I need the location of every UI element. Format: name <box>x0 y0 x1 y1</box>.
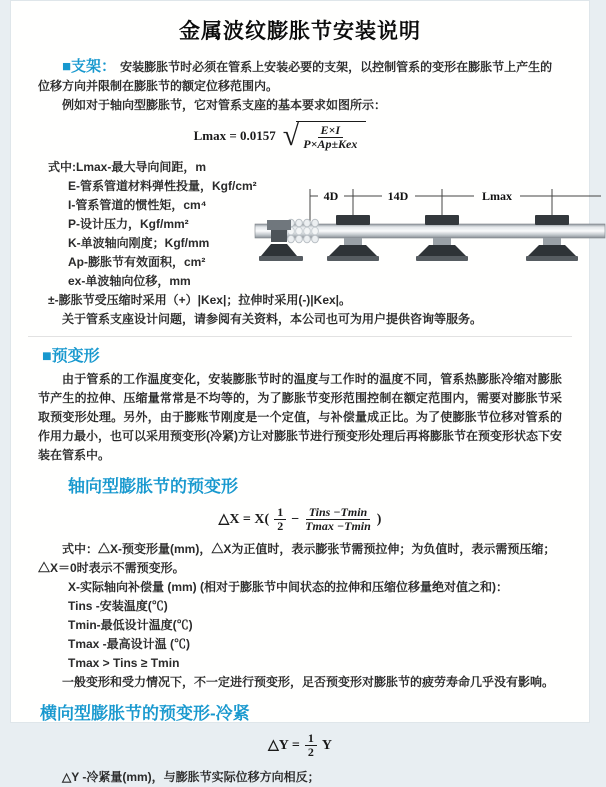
axial-item: Tmax -最高设计温 (℃) <box>68 637 191 651</box>
lateral-note-line: △Y -冷紧量(mm)，与膨胀节实际位移方向相反； <box>62 770 320 784</box>
axial-item: Tins -安装温度(℃) <box>68 599 168 613</box>
predeform-body-paragraph: 由于管系的工作温度变化，安装膨胀节时的温度与工作时的温度不同，管系热膨胀冷缩对膨胀节产生的拉伸、压缩量常常是不均等的，为了膨胀节变形范围控制在额定范围内，需要对膨胀节采取预变形处理。另外，由于膨账节刚度是一个定值，与补偿量成正比。为了使膨胀节位移对管系的作用力最小，也可以采用预变形(冷紧)方让对膨胀节进行预变形处理后再将膨胀节在预变形状态下安装在管系中。 <box>38 372 562 462</box>
predeform-section-heading: ■预变形 <box>42 348 100 365</box>
dim-label-4d: 4D <box>323 189 339 203</box>
support-section-label: ■支架： <box>62 58 117 75</box>
lateral-predeform-formula <box>38 732 562 759</box>
fraction-denominator: Tmax −Tmin <box>305 519 371 533</box>
definition-item: K-单波轴向刚度；Kgf/mm <box>68 236 210 250</box>
axial-note-line: 一般变形和受力情况下，不一定进行预变形，足否预变形对膨胀节的疲劳寿命几乎没有影响。 <box>62 675 555 689</box>
radical-icon: √ <box>282 119 300 152</box>
definition-line: 式中:Lmax-最大导向间距，m <box>48 160 207 174</box>
fraction-numerator: Tins −Tmin <box>306 506 371 520</box>
axial-predeform-formula <box>38 506 562 533</box>
dim-label-lmax: Lmax <box>482 189 512 203</box>
fraction <box>302 124 358 151</box>
fraction-numerator: 1 <box>274 506 286 520</box>
definitions-and-diagram <box>38 158 562 291</box>
formula-lhs: Lmax = 0.0157 <box>193 128 276 143</box>
axial-predeform-heading: 轴向型膨胀节的预变形 <box>68 477 238 496</box>
document-page <box>10 0 590 784</box>
support-intro-text: 安装膨胀节时必须在管系上安装必要的支架，以控制管系的变形在膨胀节上产生的位移方向并限制在膨胀节的额定位移范围内。 <box>38 60 553 93</box>
definition-item: E-管系管道材料弹性投量，Kgf/cm² <box>68 179 257 193</box>
fraction-denominator: P×Ap±Kex <box>303 137 358 151</box>
lmax-formula <box>38 121 522 151</box>
section-divider <box>28 336 572 337</box>
fraction-numerator: 1 <box>305 732 317 746</box>
axial-explain-paragraph: 式中：△X-预变形量(mm)，△X为正值时，表示膨张节需预拉伸；为负值时，表示需预压缩；△X＝0时表示不需预变形。 <box>38 542 556 575</box>
radical-body <box>296 121 366 151</box>
formula-rhs: Y <box>321 737 332 753</box>
lateral-predeform-heading: 横向型膨胀节的预变形-冷紧 <box>40 704 250 723</box>
formula-lhs: △X = X( <box>218 512 270 527</box>
consult-note-line: 关于管系支座设计问题，请参阅有关资料，本公司也可为用户提供咨询等服务。 <box>62 312 483 326</box>
pipe-diagram-svg <box>254 184 606 276</box>
close-paren: ) <box>376 511 382 527</box>
page-title: 金属波纹膨胀节安装说明 <box>179 20 421 43</box>
definition-item: I-管系管道的惯性矩，cm⁴ <box>68 198 207 212</box>
dim-label-14d: 14D <box>387 189 409 203</box>
axial-item: X-实际轴向补偿量 (mm) (相对于膨胀节中间状态的拉伸和压缩位移量绝对值之和)： <box>68 580 508 594</box>
radical-group <box>283 121 367 151</box>
axial-item: Tmin-最低设计温度(℃) <box>68 618 193 632</box>
fraction-denominator: 2 <box>277 519 284 533</box>
fraction-numerator: E×I <box>318 124 344 138</box>
support-example-line: 例如对于轴向型膨胀节，它对管系支座的基本要求如图所示： <box>62 98 387 112</box>
definition-item: ex-单波轴向位移，mm <box>68 274 191 288</box>
minus-sign: − <box>291 511 300 527</box>
formula-lhs: △Y = <box>268 738 300 753</box>
support-intro-paragraph <box>38 57 562 96</box>
sign-note-line: ±-膨胀节受压缩时采用（+）|Kex|；拉伸时采用(-)|Kex|。 <box>48 293 352 307</box>
support-spacing-diagram <box>254 184 606 276</box>
definition-item: Ap-膨胀节有效面积，cm² <box>68 255 206 269</box>
axial-item: Tmax > Tins ≥ Tmin <box>68 656 180 670</box>
temperature-fraction <box>304 506 372 533</box>
fraction-denominator: 2 <box>307 745 314 759</box>
one-half-fraction <box>274 506 286 533</box>
definition-item: P-设计压力，Kgf/mm² <box>68 217 189 231</box>
one-half-fraction <box>305 732 317 759</box>
